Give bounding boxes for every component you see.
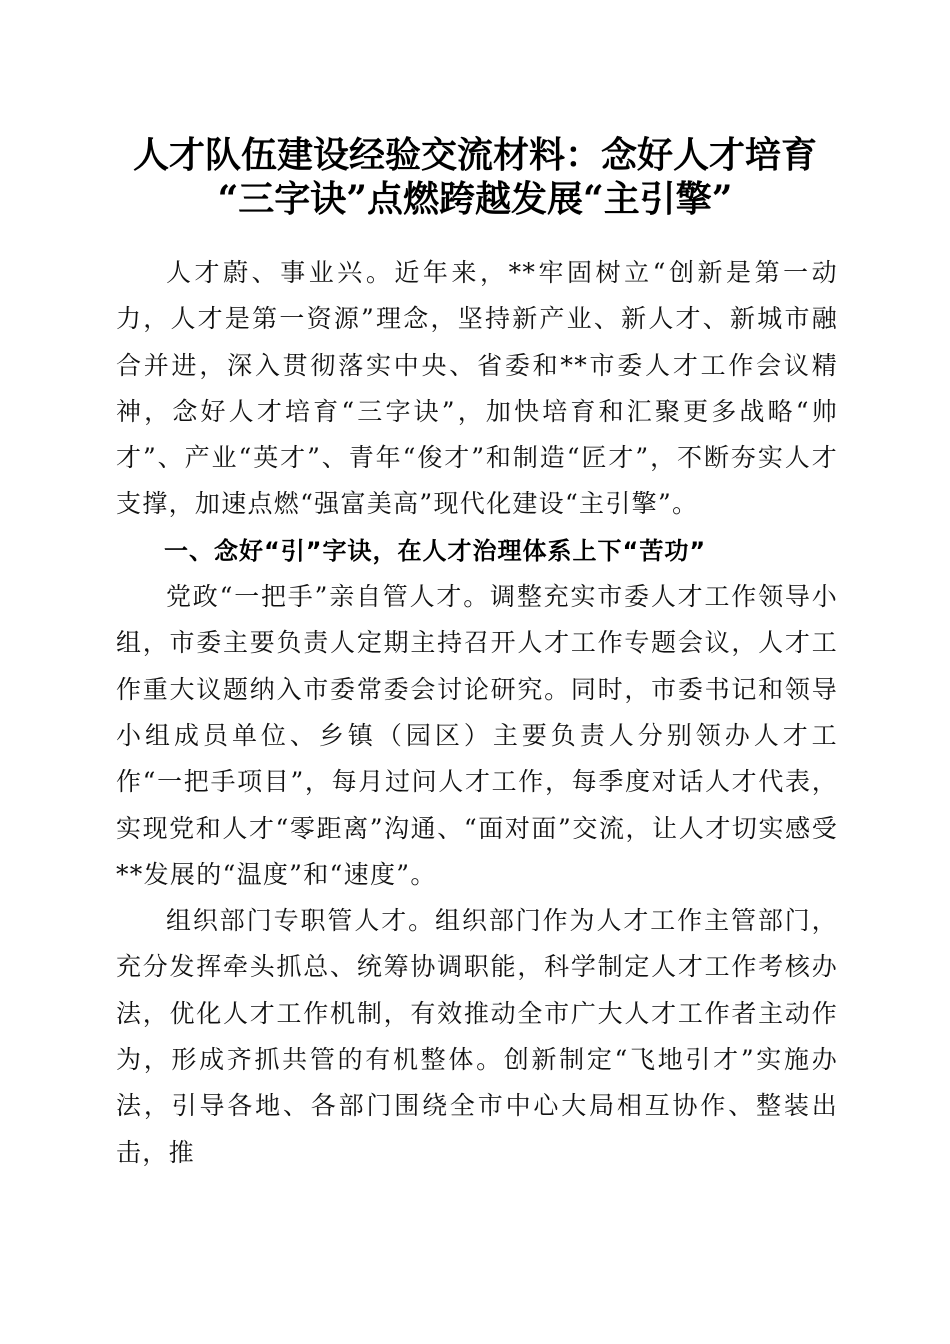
section-1-heading: 一、念好“引”字诀，在人才治理体系上下“苦功” xyxy=(164,536,707,565)
document-title xyxy=(100,133,850,221)
intro-paragraph: 人才蔚、事业兴。近年来，**牢固树立“创新是第一动力，人才是第一资源”理念，坚持新产业、新人才、新城市融合并进，深入贯彻落实中央、省委和**市委人才工作会议精神，念好人才培育“三字诀”，加快培育和汇聚更多战略“帅才”、产业“英才”、青年“俊才”和制造“匠才”，不断夯实人才支撑，加速点燃“强富美高”现代化建设“主引擎”。 xyxy=(116,258,838,519)
section-1-paragraph-1: 党政“一把手”亲自管人才。调整充实市委人才工作领导小组，市委主要负责人定期主持召开人才工作专题会议，人才工作重大议题纳入市委常委会讨论研究。同时，市委书记和领导小组成员单位、乡镇（园区）主要负责人分别领办人才工作“一把手项目”，每月过问人才工作，每季度对话人才代表，实现党和人才“零距离”沟通、“面对面”交流，让人才切实感受**发展的“温度”和“速度”。 xyxy=(116,582,838,889)
title-line-1: 人才队伍建设经验交流材料：念好人才培育 xyxy=(132,134,817,176)
section-1-paragraph-2: 组织部门专职管人才。组织部门作为人才工作主管部门，充分发挥牵头抓总、统筹协调职能，科学制定人才工作考核办法，优化人才工作机制，有效推动全市广大人才工作者主动作为，形成齐抓共管的有机整体。创新制定“飞地引才”实施办法，引导各地、各部门围绕全市中心大局相互协作、整装出击，推 xyxy=(116,906,838,1167)
title-line-2: “三字诀”点燃跨越发展“主引擎” xyxy=(217,178,733,220)
document-body xyxy=(116,250,838,1176)
